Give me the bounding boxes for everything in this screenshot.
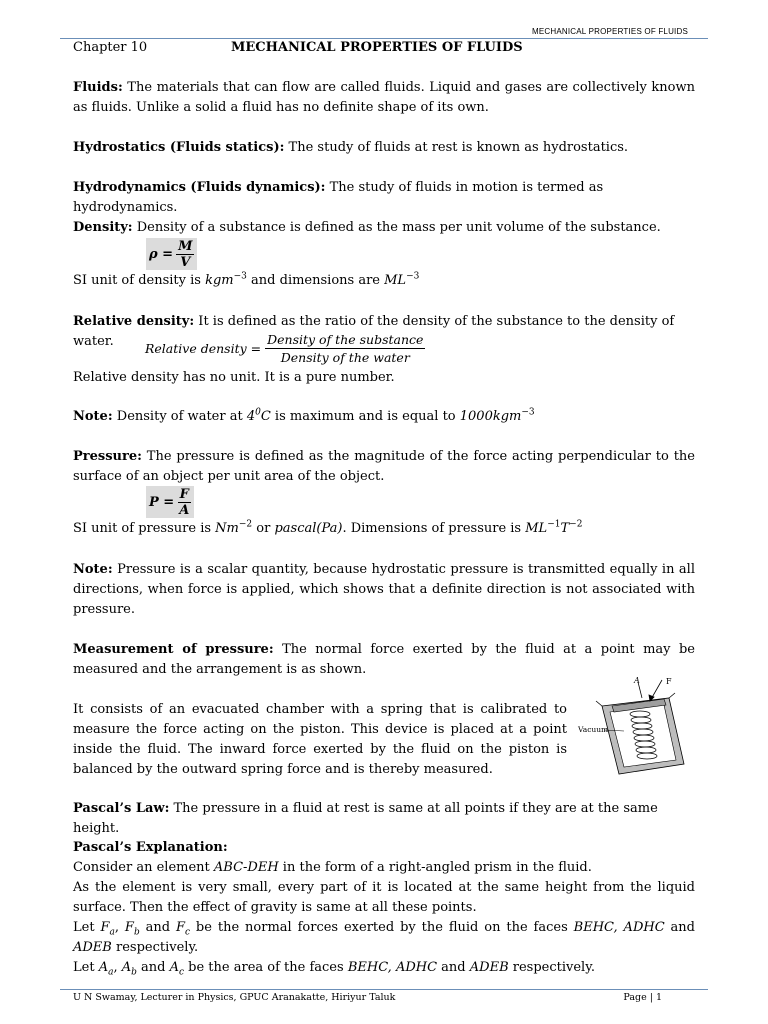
diagram-label-f: F — [666, 677, 672, 686]
relative-density-note: Relative density has no unit. It is a pure number. — [73, 370, 395, 385]
term-density: Density: — [73, 220, 133, 235]
footer-author: U N Swamay, Lecturer in Physics, GPUC Aranakatte, Hiriyur Taluk — [73, 992, 396, 1003]
header-rule — [60, 38, 708, 39]
density-unit-line: SI unit of density is kgm$^{-3}$ and dimensions are $ML^{-3}$ — [73, 271, 420, 288]
para-hydrostatics — [73, 138, 695, 158]
pressure-formula: P = $\frac{F}{A}$ — [146, 486, 194, 518]
footer-page-number: Page | 1 — [623, 992, 662, 1003]
term-pressure: Pressure: — [73, 449, 142, 464]
force-arrows — [638, 680, 662, 701]
text-fluids: The materials that can flow are called fluids. Liquid and gases are collectively known as fluids. Unlike a solid a fluid has no definite shape of its own. — [73, 80, 695, 115]
density-formula — [146, 238, 197, 270]
pascal-line-1: Consider an element ABC-DEH in the form of a right-angled prism in the fluid. — [73, 860, 592, 875]
density-fraction — [176, 239, 194, 270]
diagram-label-vacuum: Vacuum — [578, 725, 609, 734]
text-hydrodynamics: The study of fluids in motion is termed as hydrodynamics. — [73, 180, 604, 215]
gauge-chamber — [596, 693, 684, 774]
pascal-line-3: Let $F_a$, $F_b$ and $F_c$ be the normal forces exerted by the fluid on the faces BEHC, ADHC and ADEB respectively. — [73, 920, 696, 955]
chapter-label: Chapter 10 — [73, 40, 148, 55]
para-pascal-law: Pascal’s Law: The pressure in a fluid at rest is same at all points if they are at the same height. — [73, 801, 658, 836]
density-num: M — [178, 238, 193, 254]
term-measurement: Measurement of pressure: — [73, 642, 274, 657]
text-hydrostatics: The study of fluids at rest is known as hydrostatics. — [284, 140, 629, 155]
para-note-density-water: Note: Density of water at $4^0C$ is maximum and is equal to 1000kgm$^{-3}$ — [73, 407, 535, 424]
para-density — [73, 218, 695, 238]
measurement-description: It consists of an evacuated chamber with a spring that is calibrated to measure the force acting on the piston. This device is placed at a point inside the fluid. The inward force exerted by the fluid on the piston is balanced by the outward spring force and is thereby measured. — [73, 702, 567, 777]
running-header: MECHANICAL PROPERTIES OF FLUIDS — [531, 27, 688, 36]
pascal-line-4: Let $A_a$, $A_b$ and $A_c$ be the area of the faces BEHC, ADHC and ADEB respectively. — [73, 960, 595, 978]
para-relative-density: Relative density: It is defined as the ratio of the density of the substance to the density of water. — [73, 314, 675, 349]
pressure-unit-line: SI unit of pressure is $Nm^{-2}$ or pascal(Pa). Dimensions of pressure is $ML^{-1}T^{-2}$ — [73, 519, 583, 536]
pascal-line-2: As the element is very small, every part of it is located at the same height from the liquid surface. Then the effect of gravity is same at all these points. — [73, 880, 695, 915]
term-hydrodynamics: Hydrodynamics (Fluids dynamics): — [73, 180, 326, 195]
term-pascal-explanation: Pascal’s Explanation: — [73, 840, 228, 855]
para-hydrodynamics — [73, 178, 695, 218]
para-pressure: Pressure: The pressure is defined as the magnitude of the force acting perpendicular to the surface of an object per unit area of the object. — [73, 449, 695, 484]
para-measurement: Measurement of pressure: The normal force exerted by the fluid at a point may be measured and the arrangement is as shown. — [73, 642, 695, 677]
para-fluids — [73, 78, 695, 118]
density-den: V — [180, 254, 191, 270]
pressure-gauge-diagram — [574, 674, 698, 784]
term-pascal-law: Pascal’s Law: — [73, 801, 170, 816]
page-title: MECHANICAL PROPERTIES OF FLUIDS — [231, 40, 523, 55]
para-note-scalar: Note: Pressure is a scalar quantity, because hydrostatic pressure is transmitted equally in all directions, when force is applied, which shows that a definite direction is not associated with pressure. — [73, 562, 695, 617]
footer-rule — [60, 989, 708, 990]
term-fluids: Fluids: — [73, 80, 123, 95]
density-formula-lhs: ρ = — [149, 246, 174, 262]
term-hydrostatics: Hydrostatics (Fluids statics): — [73, 140, 285, 155]
term-relative-density: Relative density: — [73, 314, 195, 329]
text-density: Density of a substance is defined as the mass per unit volume of the substance. — [132, 220, 661, 235]
relative-density-formula: Relative density = $\frac{\text{Density of the substance}}{\text{Density of the water}}$ — [145, 332, 424, 365]
diagram-label-a: A — [634, 676, 640, 685]
